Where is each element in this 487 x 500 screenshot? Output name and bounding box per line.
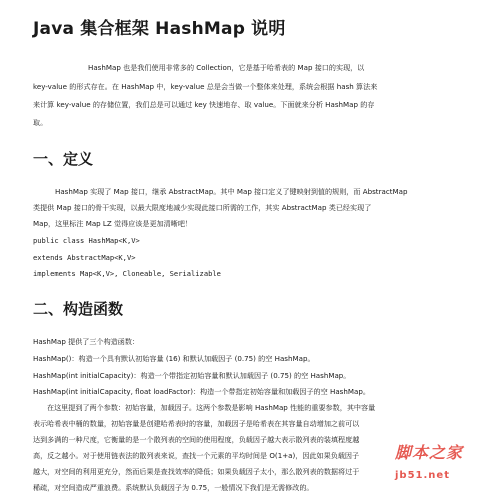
watermark-sub: jb51.net — [395, 470, 450, 481]
section-heading-constructors: 二、构造函数 — [33, 300, 124, 318]
params-line-6: 稀疏，对空间造成严重浪费。系统默认负载因子为 0.75，一般情况下我们是无需修改的。 — [33, 483, 314, 492]
intro-line-2: key-value 的形式存在。在 HashMap 中，key-value 总是会当做一个整体来处理，系统会根据 hash 算法来 — [33, 82, 378, 91]
constructor-capacity: HashMap(int initialCapacity)：构造一个带指定初始容量和默认加载因子 (0.75) 的空 HashMap。 — [33, 371, 351, 380]
definition-line-2: 类提供 Map 接口的骨干实现，以最大限度地减少实现此接口所需的工作，其实 AbstractMap 类已经实现了 — [33, 203, 372, 212]
params-line-3: 达到多满的一种尺度，它衡量的是一个散列表的空间的使用程度，负载因子越大表示散列表的装填程度越 — [33, 435, 360, 444]
definition-line-1: HashMap 实现了 Map 接口，继承 AbstractMap。其中 Map 接口定义了键映射到值的规则，而 AbstractMap — [55, 187, 408, 196]
params-line-4: 高，反之越小。对于使用链表法的散列表来说，查找一个元素的平均时间是 O(1+a)，因此如果负载因子 — [33, 451, 360, 460]
code-line-3: implements Map<K,V>, Cloneable, Serializable — [33, 269, 221, 278]
params-line-2: 表示哈希表中桶的数量，初始容量是创建哈希表时的容量，加载因子是哈希表在其容量自动增加之前可以 — [33, 419, 360, 428]
constructors-intro: HashMap 提供了三个构造函数： — [33, 337, 140, 346]
intro-line-4: 取。 — [33, 118, 48, 127]
watermark-text: 脚本之家 — [395, 443, 464, 462]
intro-line-3: 来计算 key-value 的存储位置，我们总是可以通过 key 快速地存、取 value。下面就来分析 HashMap 的存 — [33, 100, 375, 109]
code-line-1: public class HashMap<K,V> — [33, 236, 140, 245]
params-line-5: 越大，对空间的利用更充分，然而后果是查找效率的降低；如果负载因子太小，那么散列表的数据将过于 — [33, 467, 360, 476]
params-line-1: 在这里提到了两个参数：初始容量，加载因子。这两个参数是影响 HashMap 性能的重要参数，其中容量 — [47, 403, 376, 412]
section-heading-definition: 一、定义 — [33, 150, 94, 168]
constructor-capacity-loadfactor: HashMap(int initialCapacity, float loadFactor)：构造一个带指定初始容量和加载因子的空 HashMap。 — [33, 387, 370, 396]
code-line-2: extends AbstractMap<K,V> — [33, 253, 136, 262]
constructor-default: HashMap()：构造一个具有默认初始容量 (16) 和默认加载因子 (0.75) 的空 HashMap。 — [33, 354, 315, 363]
definition-line-3: Map，这里标注 Map LZ 觉得应该是更加清晰吧！ — [33, 219, 193, 228]
intro-line-1: HashMap 也是我们使用非常多的 Collection，它是基于哈希表的 Map 接口的实现，以 — [88, 63, 365, 72]
page-title: Java 集合框架 HashMap 说明 — [33, 19, 286, 39]
site-watermark — [395, 440, 463, 482]
